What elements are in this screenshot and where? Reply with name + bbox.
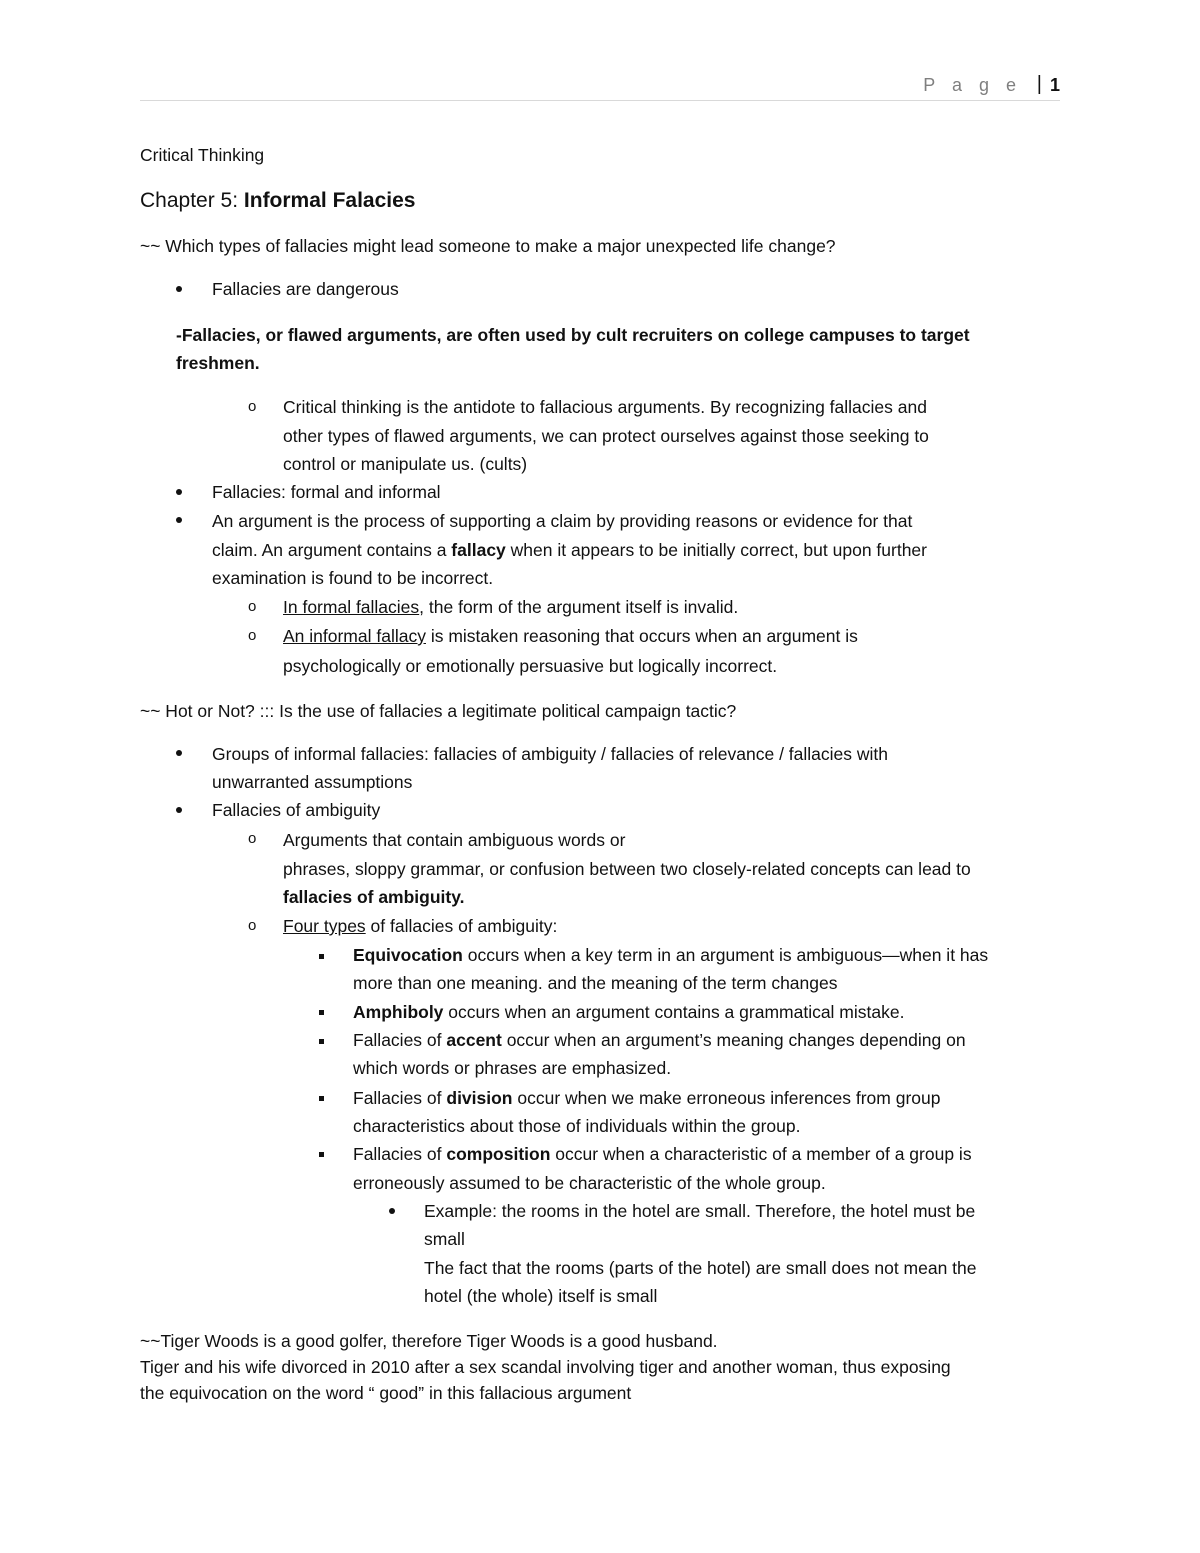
list-item-continuation: psychologically or emotionally persuasive but logically incorrect. <box>283 656 778 676</box>
bullet-icon <box>176 489 182 495</box>
list-item: Fallacies are dangerous <box>212 279 399 299</box>
circle-bullet-icon: o <box>248 598 257 615</box>
page-number: 1 <box>1049 75 1060 95</box>
circle-bullet-icon: o <box>248 398 257 415</box>
text-run: occur when an argument’s meaning changes depending on <box>501 1030 966 1050</box>
bullet-icon <box>176 750 182 756</box>
list-item-continuation: other types of flawed arguments, we can protect ourselves against those seeking to <box>283 426 929 446</box>
text-run: Fallacies of <box>353 1030 447 1050</box>
list-item-continuation: phrases, sloppy grammar, or confusion between two closely-related concepts can lead to <box>283 859 971 879</box>
circle-bullet-icon: o <box>248 627 257 644</box>
page-header <box>140 72 1060 101</box>
list-item-continuation: characteristics about those of individuals within the group. <box>353 1116 801 1136</box>
list-item <box>283 597 738 618</box>
list-item <box>283 626 858 647</box>
text-run: occurs when a key term in an argument is ambiguous—when it has <box>462 945 989 965</box>
text-run: claim. An argument contains a <box>212 540 452 560</box>
circle-bullet-icon: o <box>248 917 257 934</box>
chapter-prefix: Chapter 5: <box>140 189 244 212</box>
square-bullet-icon <box>319 954 324 959</box>
square-bullet-icon <box>319 1039 324 1044</box>
term-informal-fallacy: An informal fallacy <box>283 626 426 646</box>
term-formal-fallacies: In formal fallacies <box>283 597 420 617</box>
question-2: ~~ Hot or Not? ::: Is the use of fallacies a legitimate political campaign tactic? <box>140 701 737 721</box>
square-bullet-icon <box>319 1152 324 1157</box>
list-item: Fallacies: formal and informal <box>212 482 441 502</box>
list-item-continuation: hotel (the whole) itself is small <box>424 1286 658 1306</box>
text-run: occur when we make erroneous inferences from group <box>512 1088 941 1108</box>
page-label: P a g e <box>923 75 1022 95</box>
bold-paragraph-line: freshmen. <box>176 353 260 373</box>
list-item <box>353 1088 941 1109</box>
list-item <box>353 945 988 966</box>
chapter-title: Informal Falacies <box>243 189 416 212</box>
tiger-paragraph-line: the equivocation on the word “ good” in this fallacious argument <box>140 1383 632 1403</box>
course-title: Critical Thinking <box>140 145 265 165</box>
list-item-continuation <box>212 540 927 561</box>
question-1: ~~ Which types of fallacies might lead someone to make a major unexpected life change? <box>140 236 836 256</box>
square-bullet-icon <box>319 1010 324 1015</box>
text-run: occur when a characteristic of a member of a group is <box>550 1144 972 1164</box>
list-item-continuation: which words or phrases are emphasized. <box>353 1058 672 1078</box>
bullet-icon <box>176 517 182 523</box>
tiger-paragraph-line: Tiger and his wife divorced in 2010 after a sex scandal involving tiger and another woman, thus exposing <box>140 1357 951 1377</box>
list-item: An argument is the process of supporting a claim by providing reasons or evidence for that <box>212 511 913 531</box>
bullet-icon <box>176 807 182 813</box>
text-run: , the form of the argument itself is invalid. <box>419 597 739 617</box>
list-item <box>353 1144 972 1165</box>
list-item-continuation: control or manipulate us. (cults) <box>283 454 528 474</box>
list-item <box>283 916 557 937</box>
list-item: Groups of informal fallacies: fallacies of ambiguity / fallacies of relevance / fallacies with <box>212 744 888 764</box>
list-item-continuation: unwarranted assumptions <box>212 772 413 792</box>
chapter-heading <box>140 189 415 213</box>
bullet-icon <box>176 286 182 292</box>
text-run: Fallacies of <box>353 1144 447 1164</box>
text-run: Fallacies of <box>353 1088 447 1108</box>
list-item: Arguments that contain ambiguous words or <box>283 830 626 850</box>
list-item-continuation: examination is found to be incorrect. <box>212 568 494 588</box>
text-run: is mistaken reasoning that occurs when an argument is <box>425 626 858 646</box>
list-item-continuation: more than one meaning. and the meaning of the term changes <box>353 973 838 993</box>
list-item-continuation: erroneously assumed to be characteristic of the whole group. <box>353 1173 826 1193</box>
text-run: occurs when an argument contains a grammatical mistake. <box>443 1002 905 1022</box>
term-composition: composition <box>446 1144 551 1164</box>
term-four-types: Four types <box>283 916 366 936</box>
list-item-continuation: The fact that the rooms (parts of the hotel) are small does not mean the <box>424 1258 977 1278</box>
square-bullet-icon <box>319 1096 324 1101</box>
list-item: Fallacies of ambiguity <box>212 800 381 820</box>
list-item: Example: the rooms in the hotel are small. Therefore, the hotel must be <box>424 1201 976 1221</box>
term-fallacy: fallacy <box>451 540 506 560</box>
list-item-continuation: fallacies of ambiguity. <box>283 887 465 907</box>
text-run: when it appears to be initially correct, but upon further <box>505 540 927 560</box>
list-item <box>353 1002 904 1023</box>
term-accent: accent <box>446 1030 502 1050</box>
term-amphiboly: Amphiboly <box>353 1002 444 1022</box>
term-division: division <box>446 1088 513 1108</box>
bullet-icon <box>389 1208 395 1214</box>
page-separator: | <box>1036 73 1042 95</box>
list-item-continuation: small <box>424 1229 465 1249</box>
circle-bullet-icon: o <box>248 830 257 847</box>
text-run: of fallacies of ambiguity: <box>365 916 558 936</box>
bold-paragraph-line: -Fallacies, or flawed arguments, are often used by cult recruiters on college campuses to target <box>176 325 970 345</box>
term-equivocation: Equivocation <box>353 945 463 965</box>
list-item <box>353 1030 966 1051</box>
list-item: Critical thinking is the antidote to fallacious arguments. By recognizing fallacies and <box>283 397 927 417</box>
tiger-paragraph-line: ~~Tiger Woods is a good golfer, therefore Tiger Woods is a good husband. <box>140 1331 718 1351</box>
